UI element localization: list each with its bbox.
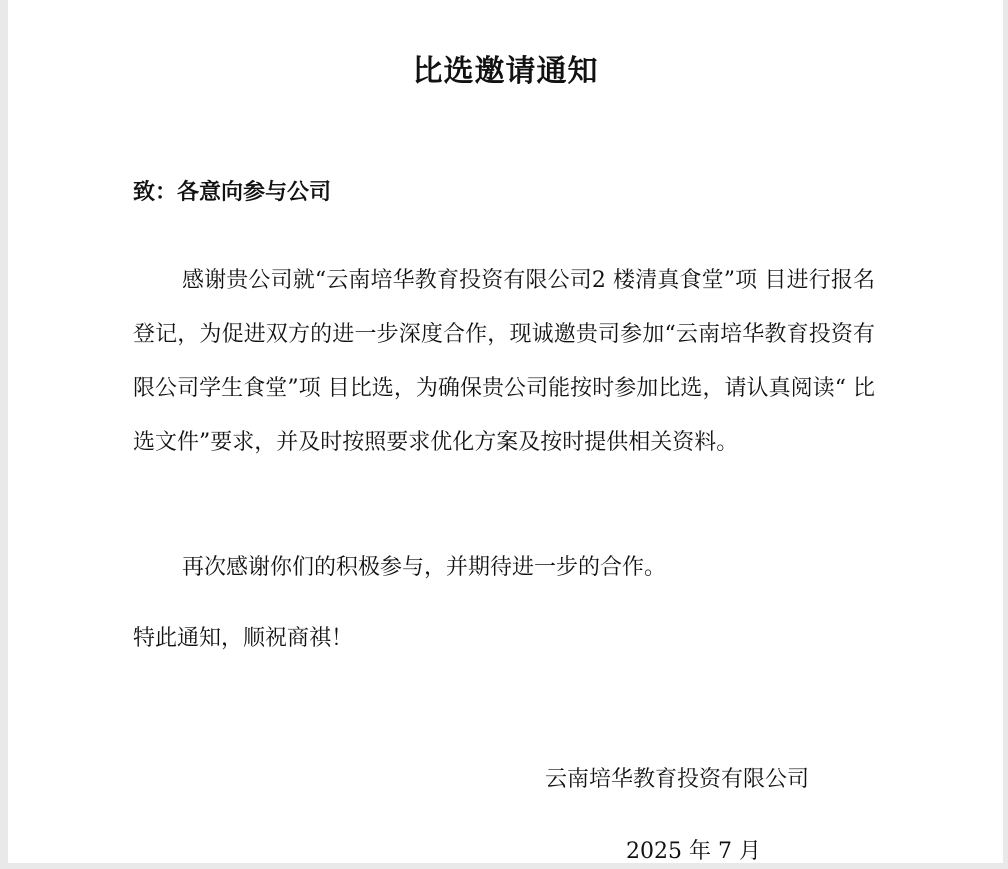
document-title: 比选邀请通知	[412, 54, 599, 89]
closing-line: 特此通知，顺祝商祺！	[133, 626, 354, 651]
document-date: 2025 年 7 月	[626, 839, 761, 864]
signature-company: 云南培华教育投资有限公司	[545, 767, 810, 792]
salutation: 致：各意向参与公司	[133, 179, 332, 205]
body-paragraph-invitation: 感谢贵公司就“云南培华教育投资有限公司2 楼清真食堂”项 目进行报名登记，为促进双方的进一步深度合作，现诚邀贵司参加“云南培华教育投资有限公司学生食堂”项 目比选，为确保贵公司能按时参加比选，请认真阅读“ 比选文件”要求，并及时按照要求优化方案及按时提供相关资料。	[133, 268, 875, 455]
document-page	[8, 0, 1003, 863]
body-paragraph-thanks: 再次感谢你们的积极参与，并期待进一步的合作。	[182, 555, 667, 580]
